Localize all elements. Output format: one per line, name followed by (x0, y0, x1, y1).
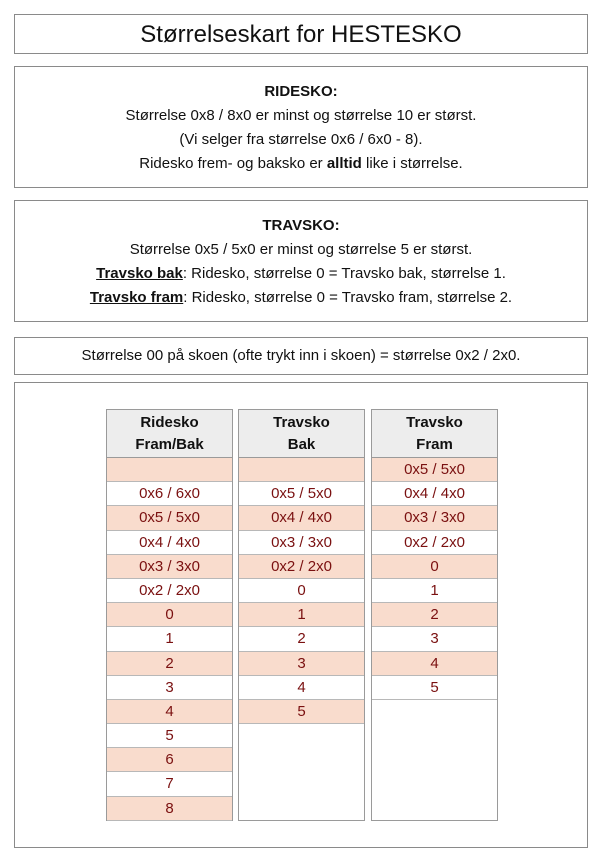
ridesko-line-3-post: like i størrelse. (361, 155, 463, 172)
ridesko-line-1: Størrelse 0x8 / 8x0 er minst og størrelse 10 er størst. (125, 107, 477, 124)
note-text: Størrelse 00 på skoen (ofte trykt inn i skoen) = størrelse 0x2 / 2x0. (81, 347, 521, 364)
travsko-fram-text: : Ridesko, størrelse 0 = Travsko fram, størrelse 2. (183, 289, 513, 306)
table-cell: 1 (107, 627, 232, 651)
column-header (239, 410, 364, 458)
travsko-fram-label: Travsko fram (89, 289, 184, 306)
table-cell: 0x5 / 5x0 (107, 506, 232, 530)
table-cell: 0x4 / 4x0 (372, 482, 497, 506)
travsko-bak-line (15, 262, 587, 286)
table-cell: 6 (107, 748, 232, 772)
ridesko-line-3 (15, 152, 587, 176)
column-body (106, 409, 233, 821)
table-cell: 5 (239, 700, 364, 724)
table-cell (107, 458, 232, 482)
table-cell: 1 (239, 603, 364, 627)
ridesko-heading: RIDESKO: (264, 83, 338, 100)
table-cell: 0x3 / 3x0 (107, 555, 232, 579)
table-cell: 2 (372, 603, 497, 627)
page-title: Størrelseskart for HESTESKO (140, 21, 462, 48)
column-travsko-fram (371, 409, 498, 821)
table-cell: 5 (372, 676, 497, 700)
column-body (238, 409, 365, 821)
table-cell: 2 (239, 627, 364, 651)
column-header (107, 410, 232, 458)
table-cell: 3 (372, 627, 497, 651)
table-cell: 0x2 / 2x0 (372, 531, 497, 555)
table-cell: 0x2 / 2x0 (239, 555, 364, 579)
table-cell: 1 (372, 579, 497, 603)
ridesko-line-3-bold: alltid (326, 155, 362, 172)
table-cell: 4 (372, 652, 497, 676)
ridesko-line-2: (Vi selger fra størrelse 0x6 / 6x0 - 8). (179, 131, 423, 148)
table-cell: 0x3 / 3x0 (239, 531, 364, 555)
column-header-line-1: Travsko (273, 414, 330, 431)
table-cell: 0 (372, 555, 497, 579)
table-cell: 0 (239, 579, 364, 603)
column-header-line-2: Fram/Bak (135, 436, 204, 453)
title-box (14, 14, 588, 54)
table-cell: 0x3 / 3x0 (372, 506, 497, 530)
ridesko-line-3-pre: Ridesko frem- og baksko er (139, 155, 327, 172)
column-ridesko (106, 409, 233, 821)
table-cell: 7 (107, 772, 232, 796)
table-cell (239, 458, 364, 482)
table-cell: 4 (107, 700, 232, 724)
table-cell: 0x6 / 6x0 (107, 482, 232, 506)
table-cell: 0x5 / 5x0 (372, 458, 497, 482)
column-header (372, 410, 497, 458)
note-box (14, 337, 588, 375)
table-cell: 0x2 / 2x0 (107, 579, 232, 603)
travsko-line-1: Størrelse 0x5 / 5x0 er minst og størrelse 5 er størst. (129, 241, 473, 258)
column-header-line-1: Ridesko (140, 414, 199, 431)
table-cell: 0x4 / 4x0 (107, 531, 232, 555)
table-cell: 3 (239, 652, 364, 676)
ridesko-info-box (14, 66, 588, 188)
travsko-info-box (14, 200, 588, 322)
column-header-line-1: Travsko (406, 414, 463, 431)
table-cell: 3 (107, 676, 232, 700)
table-cell: 8 (107, 797, 232, 821)
table-cell: 2 (107, 652, 232, 676)
table-cell: 4 (239, 676, 364, 700)
table-cell: 0x4 / 4x0 (239, 506, 364, 530)
column-travsko-bak (238, 409, 365, 821)
travsko-bak-text: : Ridesko, størrelse 0 = Travsko bak, størrelse 1. (182, 265, 506, 282)
column-header-line-2: Bak (287, 436, 316, 453)
travsko-heading: TRAVSKO: (262, 217, 340, 234)
column-body (371, 409, 498, 821)
table-cell: 5 (107, 724, 232, 748)
table-cell: 0 (107, 603, 232, 627)
table-cell: 0x5 / 5x0 (239, 482, 364, 506)
travsko-bak-label: Travsko bak (96, 265, 183, 282)
column-header-line-2: Fram (416, 436, 453, 453)
travsko-fram-line (15, 286, 587, 310)
